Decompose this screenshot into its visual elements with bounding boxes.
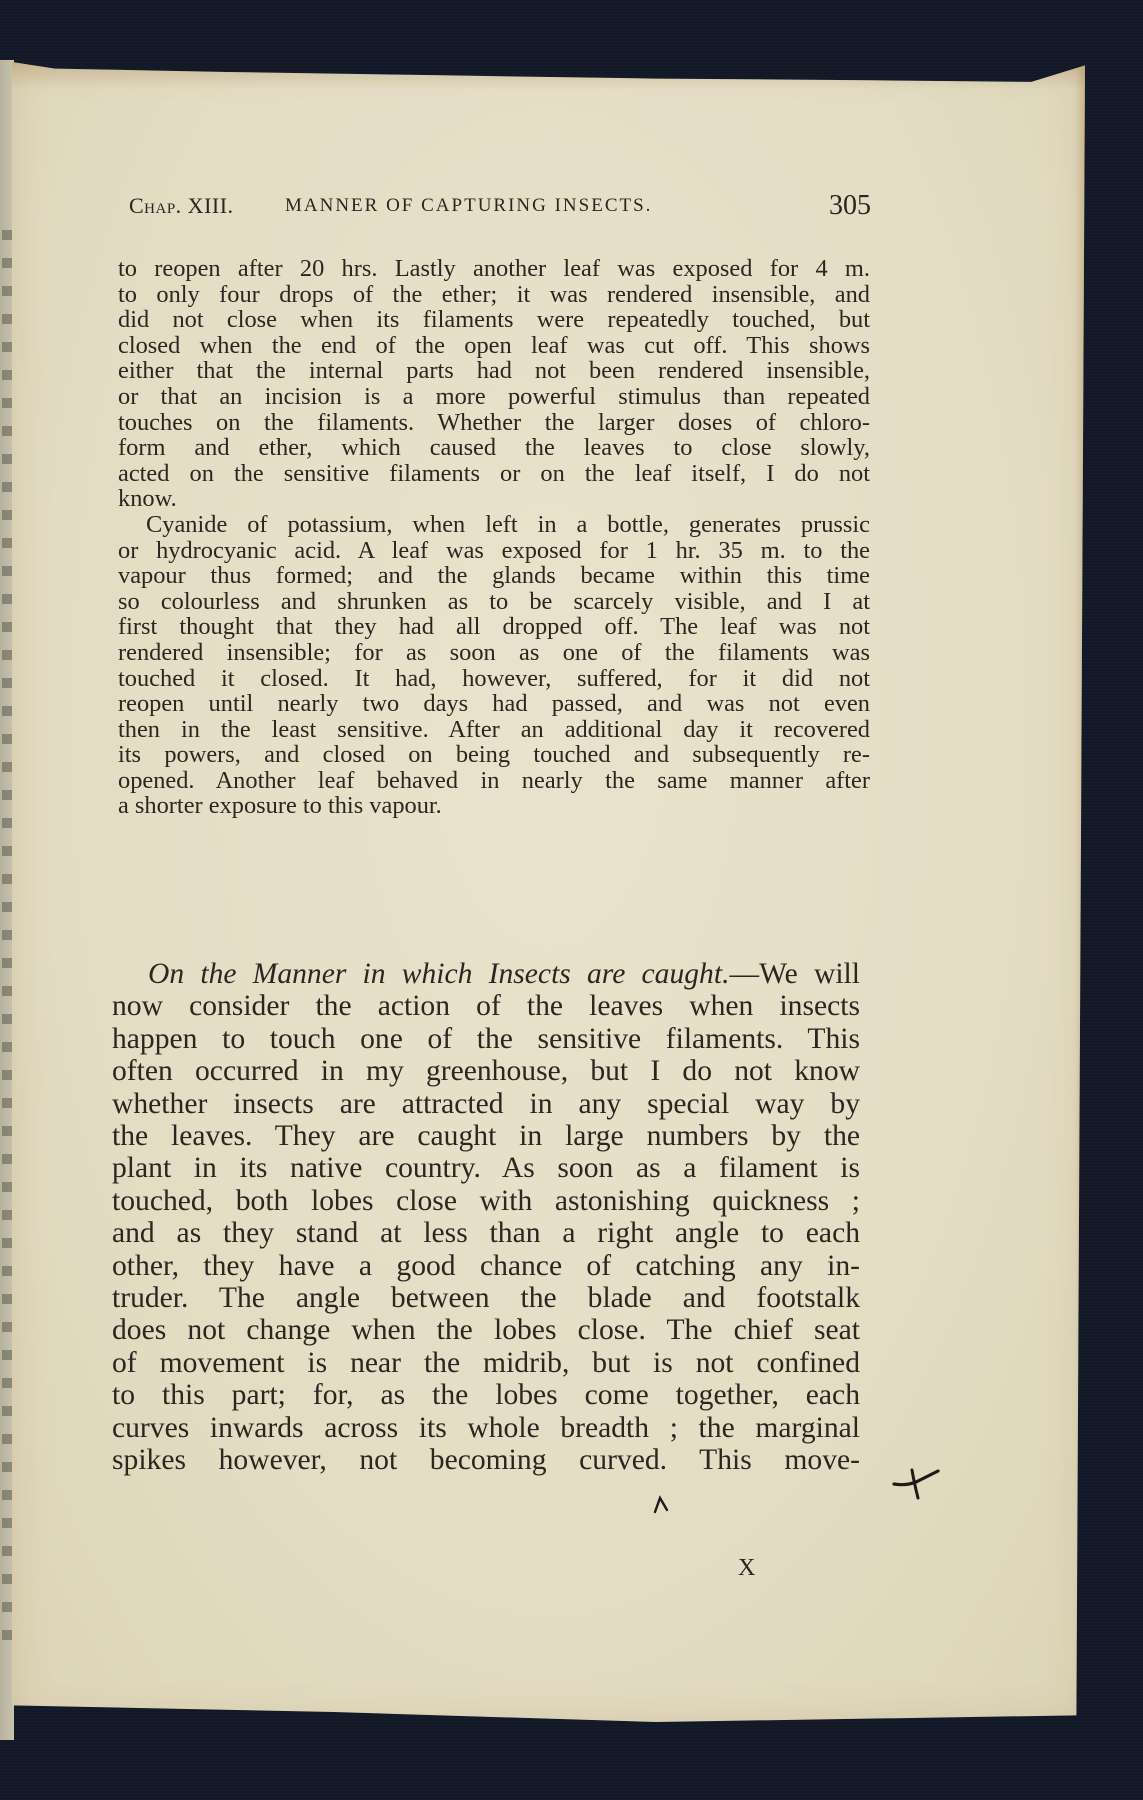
chapter-title: MANNER OF CAPTURING INSECTS. <box>285 195 653 216</box>
paragraph-ether <box>118 256 870 512</box>
signature-mark: X <box>738 1555 756 1581</box>
paragraph-cyanide <box>118 512 870 819</box>
handwritten-caret-icon <box>652 1488 670 1516</box>
text-line: rendered insensible; for as soon as one of the filaments was <box>118 638 870 666</box>
text-line: Cyanide of potassium, when left in a bottle, generates prussic <box>146 510 870 538</box>
text-line: touched it closed. It had, however, suffered, for it did not <box>118 664 870 692</box>
text-line: of movement is near the midrib, but is not confined <box>112 1346 860 1379</box>
text-line: often occurred in my greenhouse, but I do not know <box>112 1055 860 1088</box>
text-line: plant in its native country. As soon as a filament is <box>112 1152 860 1185</box>
chapter-label: Chap. XIII. <box>129 193 234 218</box>
text-line: did not close when its filaments were repeatedly touched, but <box>118 306 870 334</box>
text-line: or hydrocyanic acid. A leaf was exposed for 1 hr. 35 m. to the <box>118 536 870 564</box>
text-line: a shorter exposure to this vapour. <box>118 792 442 820</box>
text-line: to this part; for, as the lobes come together, each <box>112 1379 860 1412</box>
text-line: know. <box>118 485 177 513</box>
text-line: to reopen after 20 hrs. Lastly another leaf was exposed for 4 m. <box>118 255 870 282</box>
text-line: so colourless and shrunken as to be scarcely visible, and I at <box>118 587 870 615</box>
main-text-section <box>112 958 860 1477</box>
text-line: its powers, and closed on being touched and subsequently re- <box>118 741 870 769</box>
text-line: or that an incision is a more powerful stimulus than repeated <box>118 382 870 410</box>
text-line: then in the least sensitive. After an additional day it recovered <box>118 715 870 743</box>
text-line: other, they have a good chance of catching any in- <box>112 1249 860 1282</box>
text-line: whether insects are attracted in any special way by <box>112 1087 860 1120</box>
text-line: to only four drops of the ether; it was rendered insensible, and <box>118 280 870 308</box>
text-line: closed when the end of the open leaf was cut off. This shows <box>118 331 870 359</box>
heading-continuation: —We will <box>729 958 860 990</box>
text-line: form and ether, which caused the leaves to close slowly, <box>118 434 870 462</box>
text-line: does not change when the lobes close. The chief seat <box>112 1314 860 1347</box>
text-line: touched, both lobes close with astonishing quickness ; <box>112 1184 860 1217</box>
text-line: either that the internal parts had not been rendered insensible, <box>118 357 870 385</box>
text-line: now consider the action of the leaves when insects <box>112 990 860 1023</box>
text-line: happen to touch one of the sensitive filaments. This <box>112 1022 860 1055</box>
text-line: and as they stand at less than a right angle to each <box>112 1217 860 1250</box>
text-line: truder. The angle between the blade and footstalk <box>112 1282 860 1315</box>
text-line: first thought that they had all dropped off. The leaf was not <box>118 613 870 641</box>
underlying-page-text-bleed <box>2 230 12 1650</box>
running-head <box>129 190 871 225</box>
text-line: spikes however, not becoming curved. This move- <box>112 1444 860 1477</box>
text-line: opened. Another leaf behaved in nearly the same manner after <box>118 766 870 794</box>
text-line: vapour thus formed; and the glands became within this time <box>118 562 870 590</box>
underlying-page-edge <box>0 60 14 1740</box>
text-line: curves inwards across its whole breadth ; the marginal <box>112 1411 860 1444</box>
handwritten-cross-mark-icon <box>892 1466 942 1506</box>
section-heading: On the Manner in which Insects are caught. <box>148 958 730 990</box>
section-heading-line <box>112 958 860 990</box>
text-line: reopen until nearly two days had passed, and was not even <box>118 690 870 718</box>
text-line: touches on the filaments. Whether the larger doses of chloro- <box>118 408 870 436</box>
small-print-section <box>118 256 870 819</box>
text-line: the leaves. They are caught in large numbers by the <box>112 1120 860 1153</box>
page-number: 305 <box>829 190 871 221</box>
text-line: acted on the sensitive filaments or on the leaf itself, I do not <box>118 459 870 487</box>
